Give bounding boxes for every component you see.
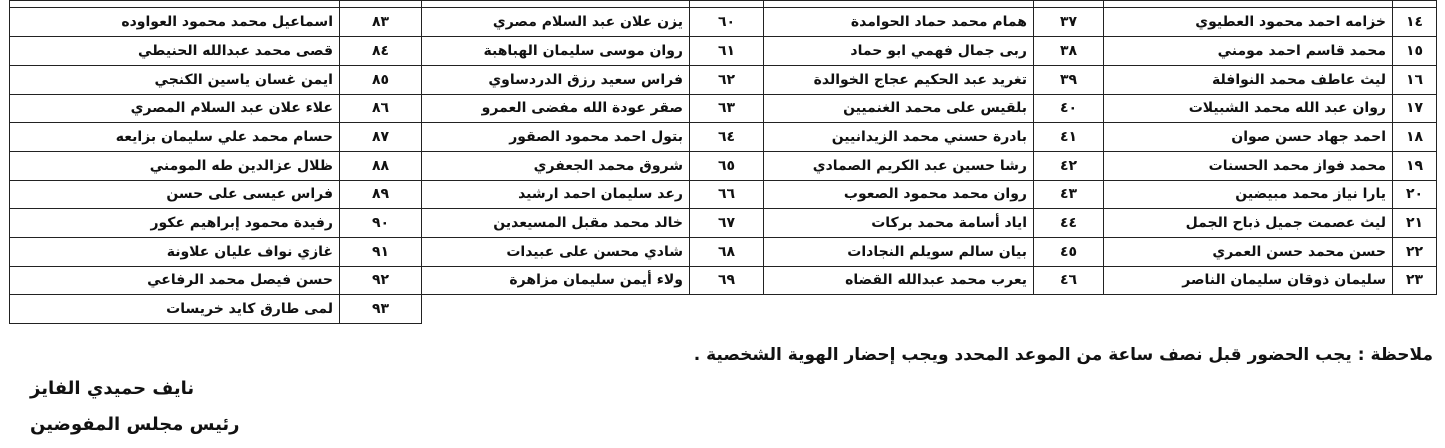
number-cell: ٢٣: [1393, 266, 1437, 295]
number-cell: ٣٨: [1034, 37, 1104, 66]
number-cell: ٦٦: [690, 180, 764, 209]
name-cell: ولاء أيمن سليمان مزاهرة: [422, 266, 690, 295]
number-cell: ٨٤: [340, 37, 422, 66]
number-cell: ٨٥: [340, 65, 422, 94]
number-cell: ٦٥: [690, 151, 764, 180]
number-cell: ٨٩: [340, 180, 422, 209]
number-cell: ٨٦: [340, 94, 422, 123]
number-cell: [1393, 1, 1437, 8]
name-cell: بيان سالم سويلم النجادات: [764, 237, 1034, 266]
name-cell: [10, 1, 340, 8]
name-cell: تغريد عبد الحكيم عجاج الخوالدة: [764, 65, 1034, 94]
name-cell: سليمان ذوقان سليمان الناصر: [1104, 266, 1393, 295]
name-cell: رفيدة محمود إبراهيم عكور: [10, 209, 340, 238]
name-cell: حسام محمد علي سليمان بزايعه: [10, 123, 340, 152]
name-cell: حسن محمد حسن العمري: [1104, 237, 1393, 266]
number-cell: ٦٩: [690, 266, 764, 295]
number-cell: ٢١: [1393, 209, 1437, 238]
number-cell: ٤٣: [1034, 180, 1104, 209]
name-cell: ايمن غسان ياسين الكنجي: [10, 65, 340, 94]
name-cell: قصى محمد عبدالله الحنيطي: [10, 37, 340, 66]
name-cell: غازي نواف عليان علاونة: [10, 237, 340, 266]
signatory-title: رئيس مجلس المفوضين: [30, 414, 240, 435]
name-cell: ليث عاطف محمد النوافلة: [1104, 65, 1393, 94]
number-cell: ١٧: [1393, 94, 1437, 123]
name-cell: ليث عصمت جميل ذباح الجمل: [1104, 209, 1393, 238]
signatory-name: نايف حميدي الفايز: [30, 378, 195, 399]
number-cell: ٤٦: [1034, 266, 1104, 295]
name-cell: حسن فيصل محمد الرفاعي: [10, 266, 340, 295]
number-cell: ١٦: [1393, 65, 1437, 94]
number-cell: ١٥: [1393, 37, 1437, 66]
number-cell: ٦٤: [690, 123, 764, 152]
number-cell: ٤٢: [1034, 151, 1104, 180]
number-cell: ٤١: [1034, 123, 1104, 152]
name-cell: بتول احمد محمود الصقور: [422, 123, 690, 152]
empty-cell: [1034, 295, 1104, 324]
number-cell: ٤٥: [1034, 237, 1104, 266]
table-row: [10, 94, 1437, 123]
number-cell: ٣٩: [1034, 65, 1104, 94]
table-row: [10, 209, 1437, 238]
name-cell: رعد سليمان احمد ارشيد: [422, 180, 690, 209]
name-cell: [1104, 1, 1393, 8]
name-cell: روان محمد محمود الصعوب: [764, 180, 1034, 209]
number-cell: ٨٣: [340, 8, 422, 37]
name-cell: يعرب محمد عبدالله القضاه: [764, 266, 1034, 295]
name-cell: اسماعيل محمد محمود العواوده: [10, 8, 340, 37]
empty-cell: [1393, 295, 1437, 324]
name-cell: ربى جمال فهمي ابو حماد: [764, 37, 1034, 66]
table-row: [10, 1, 1437, 8]
name-cell: خزامه احمد محمود العطيوي: [1104, 8, 1393, 37]
name-cell: [764, 1, 1034, 8]
names-table: [9, 0, 1437, 324]
number-cell: ٦٠: [690, 8, 764, 37]
number-cell: ٦٨: [690, 237, 764, 266]
name-cell: شروق محمد الجعفري: [422, 151, 690, 180]
number-cell: [690, 1, 764, 8]
number-cell: [1034, 1, 1104, 8]
number-cell: ٩٣: [340, 295, 422, 324]
name-cell: [422, 1, 690, 8]
table-row: [10, 237, 1437, 266]
number-cell: ٤٤: [1034, 209, 1104, 238]
empty-cell: [690, 295, 764, 324]
number-cell: ٦٣: [690, 94, 764, 123]
name-cell: يزن علان عبد السلام مصري: [422, 8, 690, 37]
table-row: [10, 180, 1437, 209]
name-cell: فراس عيسى على حسن: [10, 180, 340, 209]
number-cell: ١٩: [1393, 151, 1437, 180]
number-cell: ٢٢: [1393, 237, 1437, 266]
name-cell: اياد أسامة محمد بركات: [764, 209, 1034, 238]
name-cell: خالد محمد مقبل المسيعدين: [422, 209, 690, 238]
number-cell: ٦١: [690, 37, 764, 66]
number-cell: ٤٠: [1034, 94, 1104, 123]
number-cell: [340, 1, 422, 8]
number-cell: ٦٢: [690, 65, 764, 94]
name-cell: ظلال عزالدين طه المومني: [10, 151, 340, 180]
table-row: [10, 266, 1437, 295]
number-cell: ٩٠: [340, 209, 422, 238]
name-cell: رشا حسين عبد الكريم الصمادي: [764, 151, 1034, 180]
number-cell: ٩١: [340, 237, 422, 266]
name-cell: صقر عودة الله مفضى العمرو: [422, 94, 690, 123]
empty-cell: [1104, 295, 1393, 324]
empty-cell: [764, 295, 1034, 324]
name-cell: احمد جهاد حسن صوان: [1104, 123, 1393, 152]
name-cell: علاء علان عبد السلام المصري: [10, 94, 340, 123]
name-cell: بلقيس على محمد الغنميين: [764, 94, 1034, 123]
name-cell: روان عبد الله محمد الشبيلات: [1104, 94, 1393, 123]
number-cell: ٢٠: [1393, 180, 1437, 209]
table-row: [10, 295, 1437, 324]
name-cell: روان موسى سليمان الهباهبة: [422, 37, 690, 66]
number-cell: ٩٢: [340, 266, 422, 295]
name-cell: همام محمد حماد الحوامدة: [764, 8, 1034, 37]
empty-cell: [422, 295, 690, 324]
name-cell: يارا نياز محمد مبيضين: [1104, 180, 1393, 209]
table-row: [10, 8, 1437, 37]
number-cell: ٦٧: [690, 209, 764, 238]
name-cell: لمى طارق كايد خريسات: [10, 295, 340, 324]
name-cell: بادرة حسني محمد الزيدانيين: [764, 123, 1034, 152]
name-cell: فراس سعيد رزق الدردساوي: [422, 65, 690, 94]
name-cell: محمد فواز محمد الحسنات: [1104, 151, 1393, 180]
table-row: [10, 37, 1437, 66]
note-text: ملاحظة : يجب الحضور قبل نصف ساعة من الموعد المحدد ويجب إحضار الهوية الشخصية .: [693, 345, 1433, 365]
table-row: [10, 151, 1437, 180]
number-cell: ١٨: [1393, 123, 1437, 152]
number-cell: ٨٧: [340, 123, 422, 152]
table-row: [10, 123, 1437, 152]
number-cell: ١٤: [1393, 8, 1437, 37]
number-cell: ٣٧: [1034, 8, 1104, 37]
table-row: [10, 65, 1437, 94]
name-cell: محمد قاسم احمد مومني: [1104, 37, 1393, 66]
number-cell: ٨٨: [340, 151, 422, 180]
name-cell: شادي محسن على عبيدات: [422, 237, 690, 266]
